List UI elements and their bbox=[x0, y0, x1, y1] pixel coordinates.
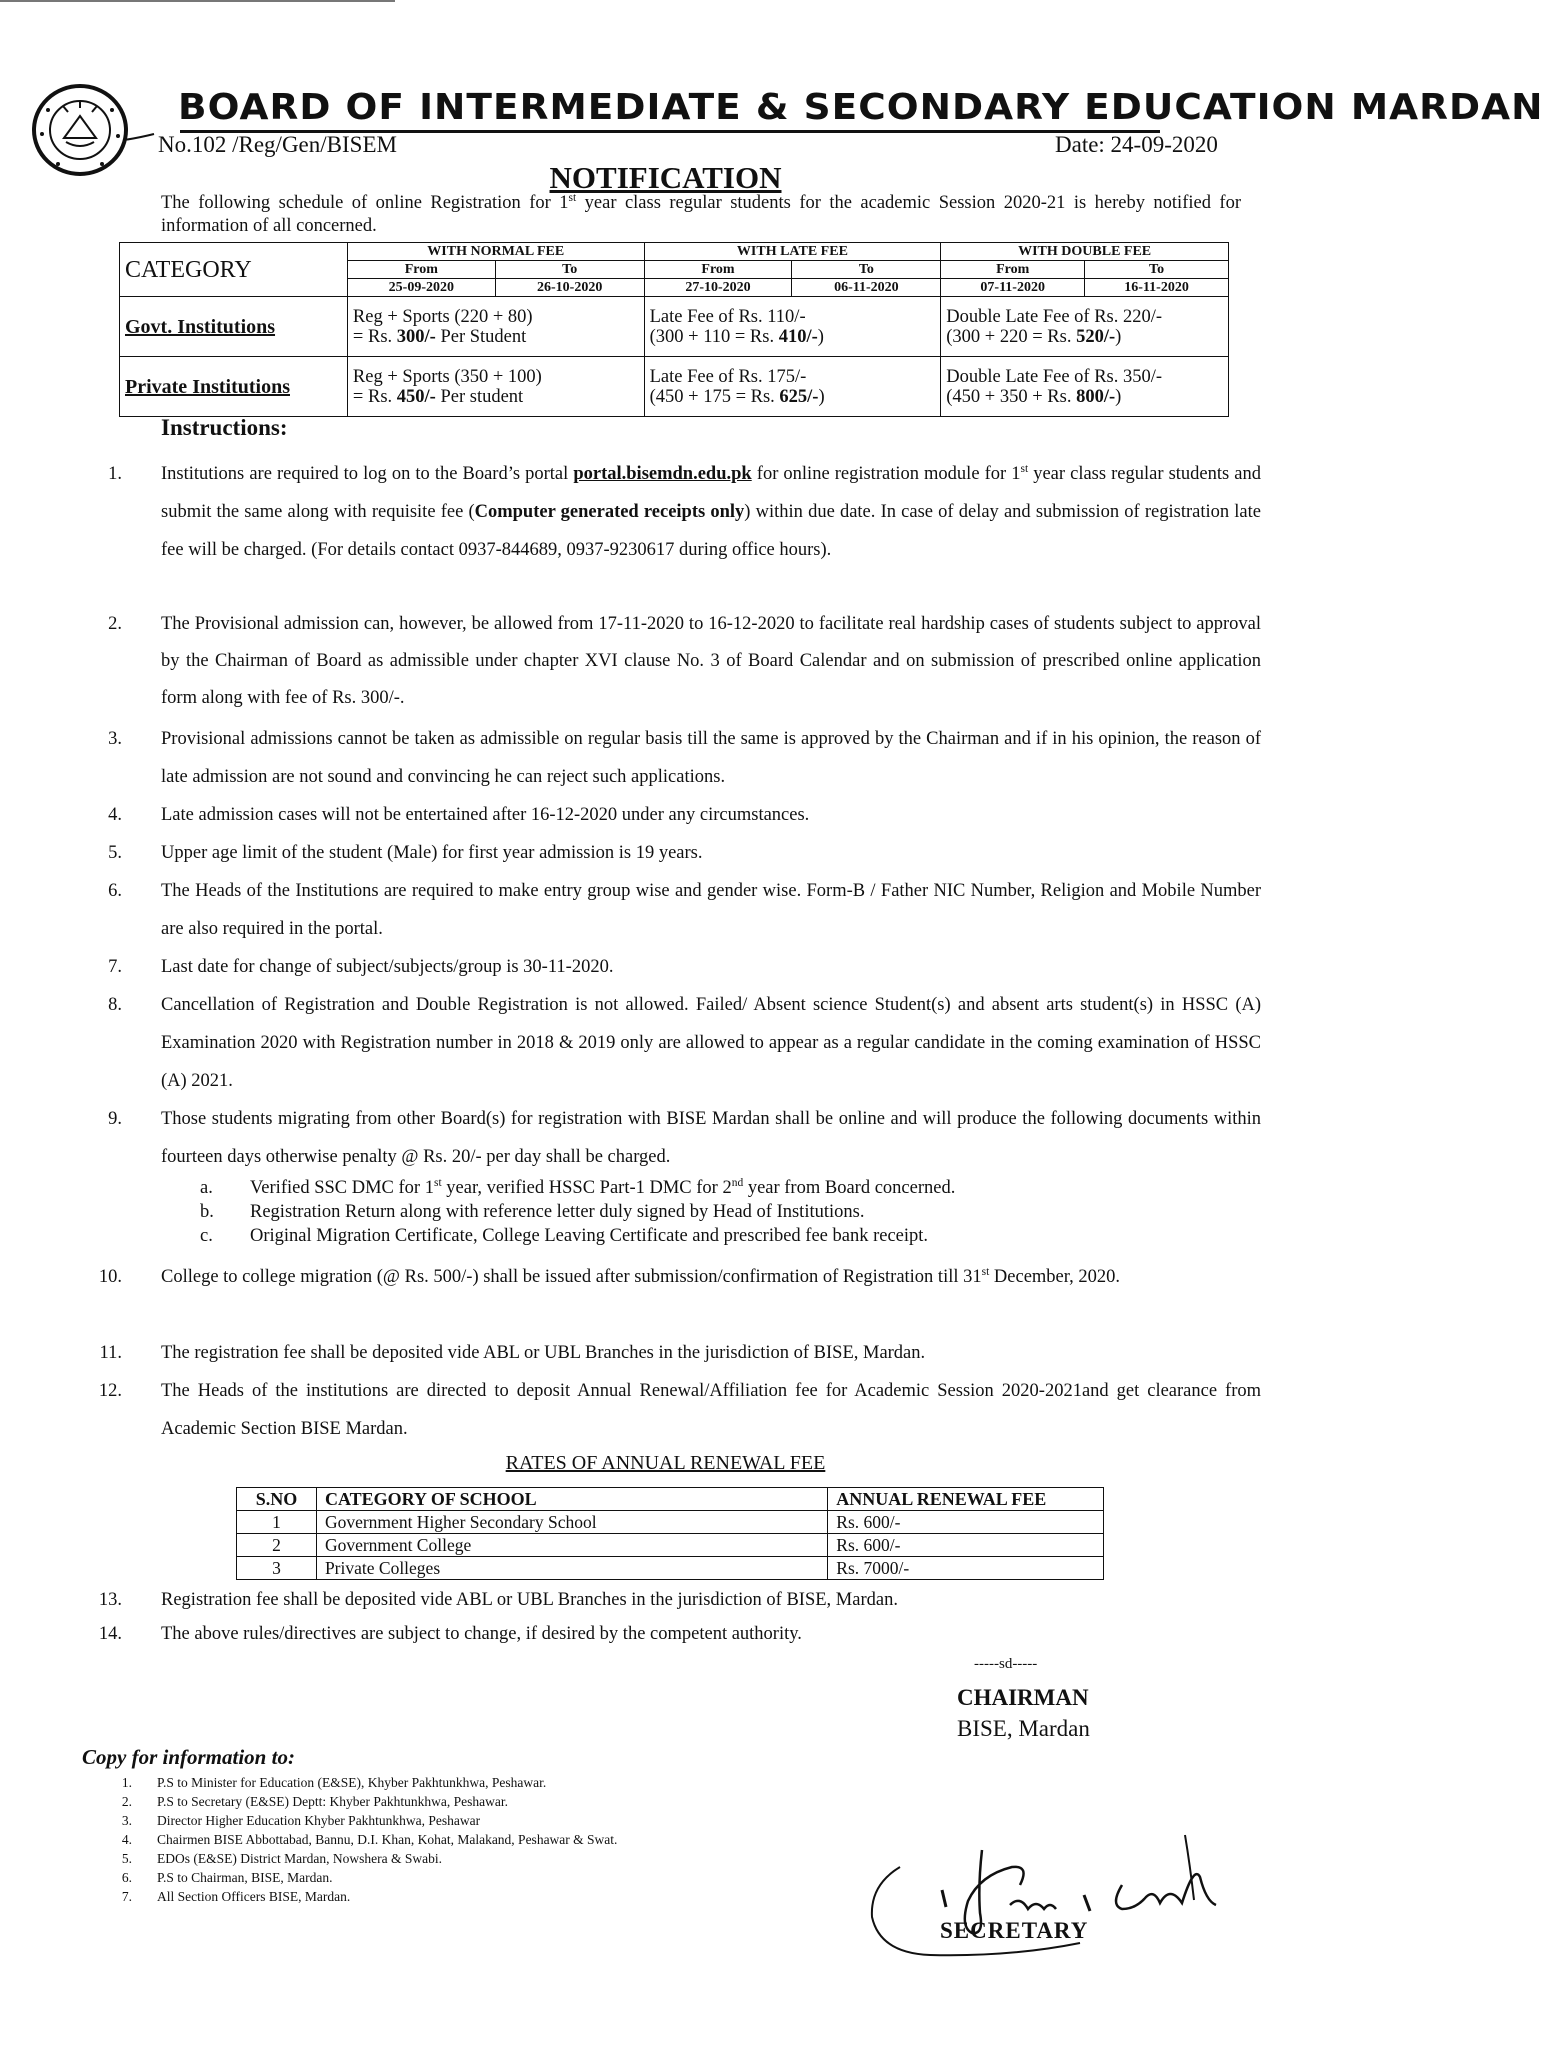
table-row bbox=[237, 1511, 1104, 1534]
govt-double-fee: Double Late Fee of Rs. 220/- (300 + 220 = Rs. 520/-) bbox=[941, 297, 1229, 357]
private-normal-fee: Reg + Sports (350 + 100) = Rs. 450/- Per student bbox=[347, 357, 644, 417]
board-title: BOARD OF INTERMEDIATE & SECONDARY EDUCATION MARDAN bbox=[178, 87, 1544, 128]
date-cell: 26-10-2020 bbox=[495, 279, 644, 297]
sno-cell: 3 bbox=[237, 1557, 317, 1580]
private-institutions-label: Private Institutions bbox=[120, 357, 348, 417]
copy-heading: Copy for information to: bbox=[82, 1745, 295, 1769]
portal-link[interactable]: portal.bisemdn.edu.pk bbox=[573, 464, 752, 484]
from-label: From bbox=[941, 261, 1085, 279]
fee-cell: Rs. 600/- bbox=[828, 1511, 1104, 1534]
private-double-fee: Double Late Fee of Rs. 350/- (450 + 350 + Rs. 800/-) bbox=[941, 357, 1229, 417]
category-cell: Government College bbox=[316, 1534, 827, 1557]
govt-institutions-label: Govt. Institutions bbox=[120, 297, 348, 357]
sno-cell: 2 bbox=[237, 1534, 317, 1557]
chairman-title: CHAIRMAN bbox=[957, 1685, 1089, 1710]
to-label: To bbox=[495, 261, 644, 279]
fee-schedule-table bbox=[119, 242, 1229, 417]
date-cell: 07-11-2020 bbox=[941, 279, 1085, 297]
reference-number: No.102 /Reg/Gen/BISEM bbox=[158, 132, 397, 157]
notification-title: NOTIFICATION bbox=[549, 160, 782, 195]
category-cell: Private Colleges bbox=[316, 1557, 827, 1580]
col-header-sno: S.NO bbox=[237, 1488, 317, 1511]
to-label: To bbox=[1085, 261, 1229, 279]
top-scan-line bbox=[0, 0, 395, 2]
instructions-heading: Instructions: bbox=[161, 415, 288, 440]
fee-cell: Rs. 600/- bbox=[828, 1534, 1104, 1557]
govt-late-fee: Late Fee of Rs. 110/- (300 + 110 = Rs. 410/-) bbox=[644, 297, 941, 357]
secretary-title: SECRETARY bbox=[940, 1918, 1089, 1943]
date-cell: 27-10-2020 bbox=[644, 279, 792, 297]
fee-cell: Rs. 7000/- bbox=[828, 1557, 1104, 1580]
chairman-org: BISE, Mardan bbox=[957, 1716, 1090, 1741]
category-cell: Government Higher Secondary School bbox=[316, 1511, 827, 1534]
to-label: To bbox=[792, 261, 941, 279]
col-header-category: CATEGORY OF SCHOOL bbox=[316, 1488, 827, 1511]
annual-renewal-fee-table bbox=[236, 1487, 1104, 1580]
notice-date: Date: 24-09-2020 bbox=[1055, 132, 1218, 157]
govt-normal-fee: Reg + Sports (220 + 80) = Rs. 300/- Per Student bbox=[347, 297, 644, 357]
rates-title: RATES OF ANNUAL RENEWAL FEE bbox=[505, 1452, 826, 1474]
signed-mark: -----sd----- bbox=[974, 1656, 1038, 1672]
normal-fee-header: WITH NORMAL FEE bbox=[347, 243, 644, 261]
private-late-fee: Late Fee of Rs. 175/- (450 + 175 = Rs. 625/-) bbox=[644, 357, 941, 417]
late-fee-header: WITH LATE FEE bbox=[644, 243, 941, 261]
date-cell: 16-11-2020 bbox=[1085, 279, 1229, 297]
table-row bbox=[237, 1557, 1104, 1580]
date-cell: 06-11-2020 bbox=[792, 279, 941, 297]
col-header-fee: ANNUAL RENEWAL FEE bbox=[828, 1488, 1104, 1511]
from-label: From bbox=[644, 261, 792, 279]
double-fee-header: WITH DOUBLE FEE bbox=[941, 243, 1229, 261]
table-row bbox=[237, 1534, 1104, 1557]
intro-paragraph: The following schedule of online Registration for 1st year class regular students for the academic Session 2020-21 is hereby notified for information of all concerned. bbox=[161, 191, 1241, 236]
category-header: CATEGORY bbox=[120, 243, 348, 297]
date-cell: 25-09-2020 bbox=[347, 279, 495, 297]
from-label: From bbox=[347, 261, 495, 279]
sno-cell: 1 bbox=[237, 1511, 317, 1534]
